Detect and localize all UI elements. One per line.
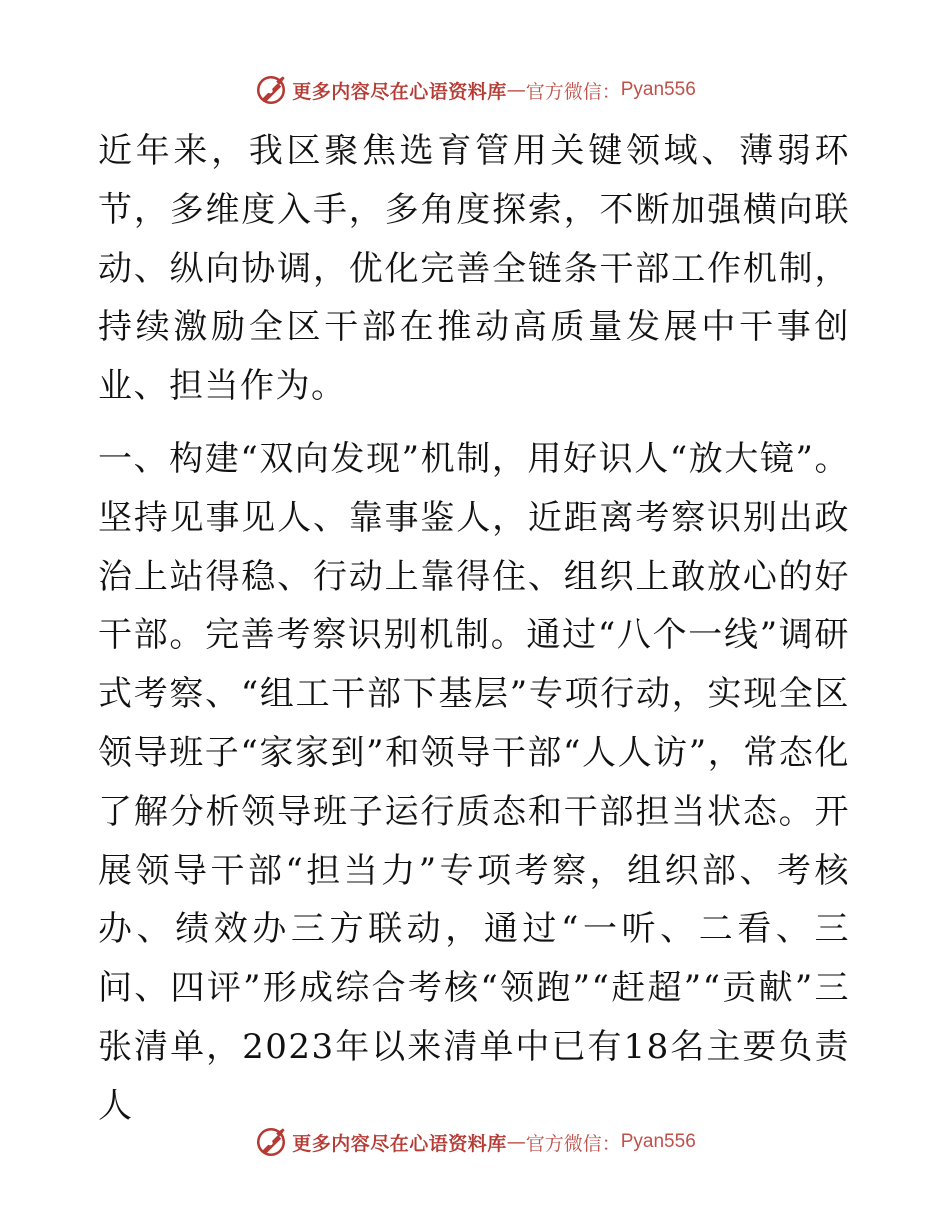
footer-title: 更多内容尽在心语资料库	[292, 1132, 507, 1155]
footer-wechat-id: Pyan556	[620, 1131, 696, 1152]
pen-logo-icon	[254, 73, 288, 107]
header-wechat-id: Pyan556	[620, 79, 696, 100]
header-separator: —	[506, 79, 526, 101]
header-wechat-label: 官方微信：	[525, 80, 621, 103]
header-title: 更多内容尽在心语资料库	[292, 80, 507, 103]
footer-wechat-label: 官方微信：	[525, 1132, 621, 1155]
header-watermark	[0, 70, 950, 110]
document-body	[98, 122, 850, 1136]
paragraph-intro: 近年来，我区聚焦选育管用关键领域、薄弱环节，多维度入手，多角度探索，不断加强横向联动、纵向协调，优化完善全链条干部工作机制，持续激励全区干部在推动高质量发展中干事创业、担当作为。	[98, 131, 850, 407]
footer-separator: —	[506, 1131, 526, 1153]
paragraph-section-one: 一、构建“双向发现”机制，用好识人“放大镜”。坚持见事见人、靠事鉴人，近距离考察识别出政治上站得稳、行动上靠得住、组织上敢放心的好干部。完善考察识别机制。通过“八个一线”调研式考察、“组工干部下基层”专项行动，实现全区领导班子“家家到”和领导干部“人人访”，常态化了解分析领导班子运行质态和干部担当状态。开展领导干部“担当力”专项考察，组织部、考核办、绩效办三方联动，通过“一听、二看、三问、四评”形成综合考核“领跑”“赶超”“贡献”三张清单，2023年以来清单中已有18名主要负责人	[98, 438, 850, 1126]
footer-watermark	[0, 1122, 950, 1162]
pen-logo-icon	[254, 1125, 288, 1159]
